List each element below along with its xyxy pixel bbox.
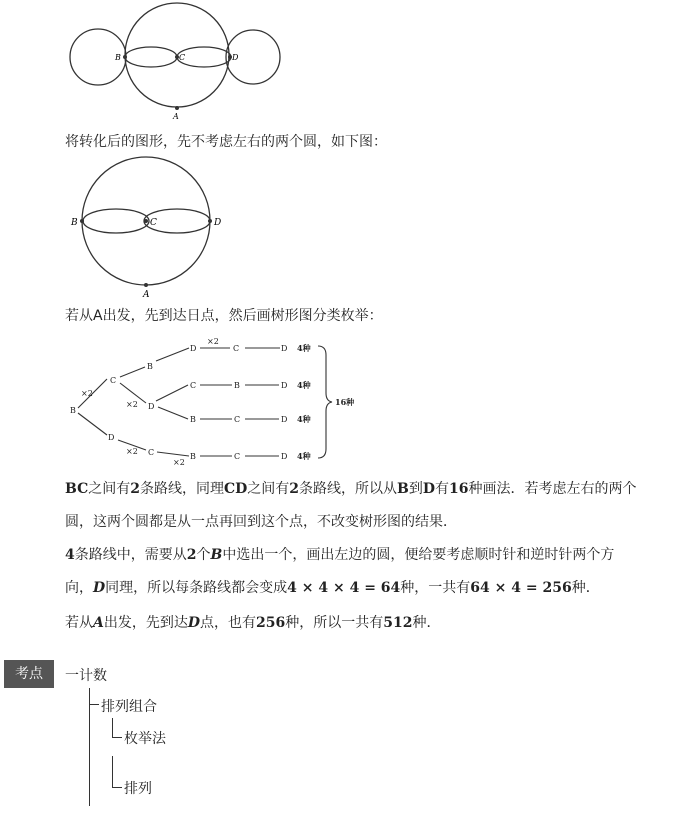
para-4-line-2: 向，D同理，所以每条路线都会变成4 × 4 × 4 = 64种，一共有64 × 4 = 256种．: [65, 580, 600, 596]
tree-branch-child: [89, 704, 99, 705]
left-lens: [83, 209, 149, 233]
node-d: D: [148, 402, 155, 411]
node-d: D: [281, 381, 288, 390]
tree-vertical-leaf2: [112, 756, 113, 787]
count-label: 4种: [297, 451, 311, 461]
left-lens: [125, 47, 177, 67]
tree-root: B: [70, 406, 76, 415]
count-label: 4种: [297, 343, 311, 353]
count-label: 4种: [297, 380, 311, 390]
kaodian-leaf-2[interactable]: 排列: [124, 781, 152, 797]
node-d: D: [281, 344, 288, 353]
total-label: 16种: [335, 397, 355, 407]
x2-label: ×2: [207, 337, 219, 346]
label-b: B: [71, 218, 78, 228]
label-d: D: [232, 53, 239, 62]
node-c: C: [234, 415, 241, 424]
node-d: D: [281, 452, 288, 461]
node-b: B: [190, 415, 196, 424]
node-c: C: [233, 344, 240, 353]
x2-label: ×2: [126, 400, 138, 409]
node-c: C: [190, 381, 197, 390]
node-d: D: [281, 415, 288, 424]
node-b: B: [147, 362, 153, 371]
para-3-line-1: BC之间有2条路线，同理CD之间有2条路线，所以从B到D有16种画法．若考虑左右的两个: [65, 481, 637, 497]
kaodian-child[interactable]: 排列组合: [101, 699, 157, 715]
node-b: B: [190, 452, 196, 461]
tree-branch-leaf2: [112, 787, 122, 788]
node-c: C: [234, 452, 241, 461]
label-c: C: [179, 53, 186, 62]
label-a: A: [173, 112, 179, 121]
tree-vertical-main: [89, 688, 90, 806]
kaodian-tag: 考点: [4, 660, 54, 688]
node-c: C: [110, 376, 117, 385]
node-c: C: [148, 448, 155, 457]
x2-label: ×2: [173, 458, 185, 467]
x2-label: ×2: [126, 447, 138, 456]
node-d: D: [190, 344, 197, 353]
figure-two-lenses: [66, 156, 226, 301]
label-b: B: [115, 53, 121, 62]
kaodian-root: 一计数: [65, 668, 107, 684]
para-2: 若从A出发，先到达日点，然后画树形图分类枚举：: [65, 308, 383, 324]
kaodian-leaf-1[interactable]: 枚举法: [124, 731, 166, 747]
label-a: A: [143, 290, 150, 300]
x2-label: ×2: [81, 389, 93, 398]
tree-diagram: [60, 333, 360, 473]
label-c: C: [150, 218, 157, 228]
count-label: 4种: [297, 414, 311, 424]
figure-four-circles: [60, 0, 300, 122]
para-4-line-1: 4条路线中，需要从2个B中选出一个，画出左边的圆，便给要考虑顺时针和逆时针两个方: [65, 547, 615, 563]
tree-branch-leaf1: [112, 737, 122, 738]
node-b: B: [234, 381, 240, 390]
para-1: 将转化后的图形，先不考虑左右的两个圆，如下图：: [65, 134, 387, 150]
node-d: D: [108, 433, 115, 442]
para-3-line-2: 圆，这两个圆都是从一点再回到这个点，不改变树形图的结果．: [65, 514, 457, 530]
tree-vertical-leaf1: [112, 718, 113, 737]
para-5: 若从A出发，先到达D点，也有256种，所以一共有512种．: [65, 615, 441, 631]
label-d: D: [214, 218, 222, 228]
